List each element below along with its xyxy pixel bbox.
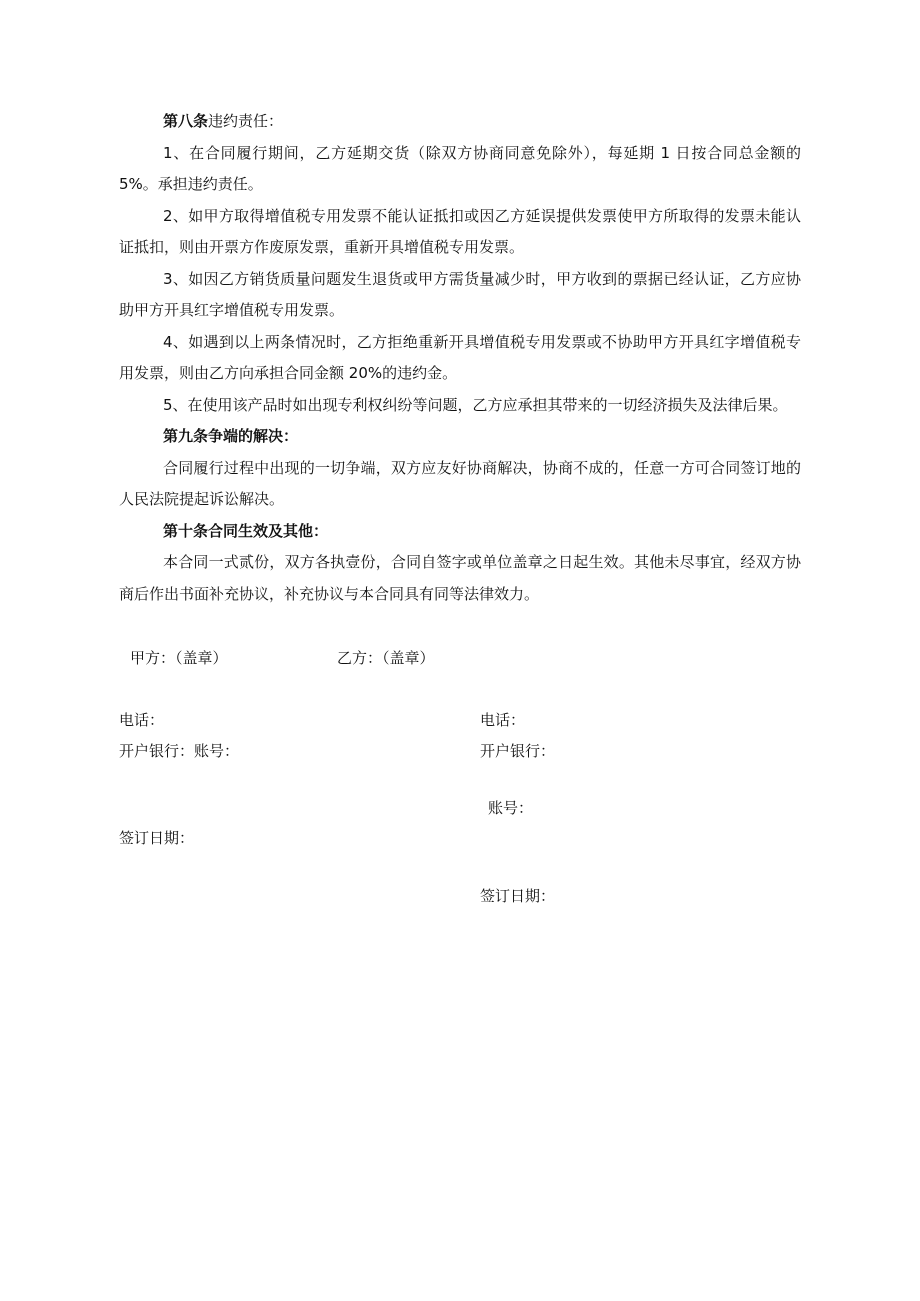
article8-item-3: 3、如因乙方销货质量问题发生退货或甲方需货量减少时，甲方收到的票据已经认证，乙方应协助甲方开具红字增值税专用发票。 (119, 269, 801, 319)
article8-item-4: 4、如遇到以上两条情况时，乙方拒绝重新开具增值税专用发票或不协助甲方开具红字增值税专用发票，则由乙方向承担合同金额 20%的违约金。 (119, 332, 801, 382)
party-b-sign-date: 签订日期： (480, 887, 556, 905)
article8-item-5: 5、在使用该产品时如出现专利权纠纷等问题，乙方应承担其带来的一切经济损失及法律后果。 (163, 395, 788, 414)
article8-item-2: 2、如甲方取得增值税专用发票不能认证抵扣或因乙方延误提供发票使甲方所取得的发票未能认证抵扣，则由开票方作废原发票，重新开具增值税专用发票。 (119, 206, 801, 256)
party-a-seal: 甲方：（盖章） (130, 649, 228, 667)
party-b-seal: 乙方：（盖章） (337, 649, 435, 667)
contract-body (119, 106, 801, 610)
article8-title (119, 106, 801, 138)
party-a-bank-account: 开户银行：账号： (119, 742, 240, 760)
party-b-phone: 电话： (480, 711, 526, 729)
article9-body: 合同履行过程中出现的一切争端，双方应友好协商解决，协商不成的，任意一方可合同签订地的人民法院提起诉讼解决。 (119, 458, 801, 508)
article8-title-bold: 第八条 (163, 112, 209, 130)
party-b-account: 账号： (488, 799, 534, 817)
article9-title (119, 421, 801, 453)
article10-title-text: 第十条合同生效及其他： (163, 521, 329, 540)
party-b-bank: 开户银行： (480, 742, 556, 760)
article9-title-text: 第九条争端的解决： (163, 427, 299, 445)
party-a-phone: 电话： (119, 711, 165, 729)
article8-item-1: 1、在合同履行期间，乙方延期交货（除双方协商同意免除外），每延期 1 日按合同总金额的 5%。承担违约责任。 (119, 143, 801, 193)
article10-title (119, 516, 801, 548)
party-a-sign-date: 签订日期： (119, 829, 195, 847)
article10-body: 本合同一式贰份，双方各执壹份，合同自签字或单位盖章之日起生效。其他未尽事宜，经双方协商后作出书面补充协议，补充协议与本合同具有同等法律效力。 (119, 553, 801, 603)
article8-title-rest: 违约责任： (208, 112, 284, 130)
